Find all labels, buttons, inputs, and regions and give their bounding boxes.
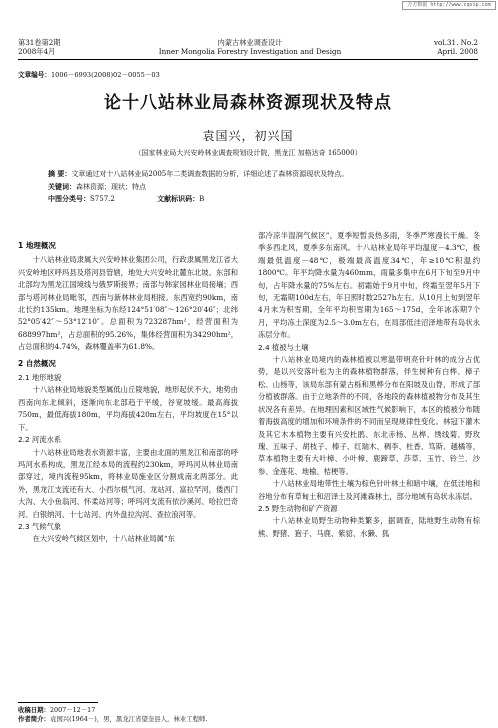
author-affiliation: （国家林业局大兴安岭林业调查规划设计院，黑龙江 加格达奇 165000） bbox=[134, 149, 362, 157]
keywords-label: 关键词： bbox=[48, 183, 76, 191]
section-heading: 1 地理概况 bbox=[18, 241, 56, 250]
subsection-heading: 2.4 植被与土壤 bbox=[258, 342, 309, 352]
clc-value: S757.2 bbox=[90, 195, 115, 203]
body-paragraph: 十八站林业局地带性土壤为棕色针叶林土和暗中壤，在低洼地和谷地分布有草甸土和沼泽土及河滩森林土，部分地域有岛状永冻层。 bbox=[258, 479, 480, 501]
article-number bbox=[18, 69, 160, 79]
classification bbox=[48, 195, 458, 204]
volume-issue-en: vol.31. No.2 bbox=[433, 38, 478, 47]
paper-title: 论十八站林业局森林资源现状及特点 bbox=[104, 93, 392, 113]
journal-name-en: Inner Mongolia Forestry Investigation and Design bbox=[158, 47, 342, 56]
body-column-right bbox=[258, 230, 480, 540]
subsection-heading: 2.3 气候气象 bbox=[18, 521, 62, 531]
body-paragraph: 部冷凉半湿润气候区”，夏季短暂炎热多雨，冬季严寒漫长干燥。冬季多西北风，夏季多东南风。十八站林业局年平均温度－4.3℃，极端最低温度－48℃，极端最高温度34℃，年≥10℃积温约1800℃。年平均降水量为460mm，雨量多集中在6月下旬至9月中旬，占年降水量的75%左右。初霜始于9月中旬，终霜至翌年5月下旬，无霜期100d左右，年日照时数2527h左右。从10月上旬到翌年4月末为积雪期，全年平均积雪期为165～175d，全年冰冻期7个月，平均冻土深度为2.5～3.0m左右，在局部低洼沼泽地带有岛状永冻层分布。 bbox=[258, 231, 480, 340]
publication-date: 2008年4月 bbox=[18, 47, 56, 56]
body-paragraph: 十八站林业局境内的森林植被以寒温带明亮针叶林的成分占优势，是以兴安落叶松为主的森林植物群落，伴生树种有白桦、樟子松、山杨等，该局东部有蒙古栎和黑桦分布在阳坡及山脊，形成了部分植被群落。由于立地条件的不同，各地段的森林植被物分布及其生状况各有差异。在地理因素和区域性气候影响下，本区的植被分布随着海拔高度的增加和环境条件的不同而呈现规律性变化。林冠下灌木及其它木本植物主要有兴安杜鹃、东北赤杨、丛桦、绣线菊、野玫瑰、五味子、胡枝子、榛子、红瑞木、稠李、杜香、笃斯、越橘等，草本植物主要有大叶樟、小叶樟、鹿蹄草、莎草、玉竹、铃兰、沙参、金莲花、地榆、桔梗等。 bbox=[258, 355, 480, 476]
article-number-value: 1006－6993(2008)02－0055－03 bbox=[50, 71, 160, 79]
keywords bbox=[48, 183, 458, 192]
journal-issue-header-en bbox=[434, 38, 478, 56]
body-paragraph: 十八站林业局野生动物种类繁多，据调查，陆地野生动物有棕熊、野猪、狍子、马鹿、紫貂、水獭、狐 bbox=[258, 516, 480, 538]
author-bio bbox=[18, 715, 207, 723]
subsection-heading: 2.2 河流水系 bbox=[18, 435, 62, 445]
author-bio-label: 作者简介： bbox=[18, 715, 50, 723]
footnote-divider bbox=[18, 702, 98, 703]
publication-date-en: April. 2008 bbox=[437, 47, 478, 56]
received-date bbox=[18, 706, 95, 714]
header-divider bbox=[18, 59, 478, 60]
watermark: 万方数据 http://www.cqvip.com bbox=[402, 1, 496, 10]
abstract-label: 摘 要： bbox=[48, 170, 72, 178]
received-value: 2007－12－17 bbox=[49, 706, 96, 714]
subsection-heading: 2.1 地形地貌 bbox=[18, 373, 62, 383]
body-paragraph: 在大兴安岭气候区划中，十八站林业局属“东 bbox=[32, 534, 175, 544]
abstract-text: 文章通过对十八站林业局2005年二类调查数据的分析，详细论述了森林资源现状及特点。 bbox=[71, 170, 349, 178]
author-bio-value: 袁国兴(1964－)，男，黑龙江省望奎县人，林业工程师. bbox=[49, 715, 208, 723]
keywords-text: 森林资源；现状；特点 bbox=[76, 183, 146, 191]
body-paragraph: 十八站林业局隶属大兴安岭林业集团公司，行政隶属黑龙江省大兴安岭地区呼玛县及塔河县管辖，地处大兴安岭北麓东北坡。东部和北部均为黑龙江国境线与俄罗斯接界；南部与韩家园林业局接壤；西部与塔河林业局毗邻，西南与新林林业局相接。东西宽约90km，南北长约135km。地理坐标为东经124°51′08″～126°20′46″；北纬52°05′42″～53°12′10″。总面积为723287hm²，经营面积为688997hm²，占总面积的95.26%，集体经营面积为34290hm²，占总面积的4.74%，森林覆盖率为61.8%。 bbox=[18, 255, 238, 352]
section-heading: 2 自然概况 bbox=[18, 358, 56, 368]
volume-issue: 第31卷第2期 bbox=[18, 38, 61, 47]
doc-code-label: 文献标识码： bbox=[157, 195, 200, 203]
subsection-heading: 2.5 野生动物和矿产资源 bbox=[258, 503, 338, 513]
abstract bbox=[48, 170, 458, 179]
body-column-left bbox=[18, 230, 238, 546]
body-paragraph: 十八站林业局地表水资源丰富，主要由北面的黑龙江和南部的呼玛河水系构成，黑龙江经本局的流程约230km，呼玛河从林业局南部穿过，境内流程95km，将林业局施业区分割成南北两部分。此外，黑龙江支流还有大、小西尔根气河、龙站河、富拉罕河，倭西门大沟、大小鱼翁河、怀柔站河等；呼玛河支流有依沙溪河、哈拉巴奇河、白银纳河、十七站河、内外盘拉沟河、查拉浪河等。 bbox=[18, 447, 238, 519]
doc-code-value: B bbox=[199, 195, 205, 203]
journal-issue-header bbox=[18, 38, 60, 56]
paper-authors: 袁国兴，初兴国 bbox=[202, 129, 294, 143]
body-paragraph: 十八站林业局地貌类型属低山丘陵地貌，地形起伏不大，地势由西南向东北倾斜，逐渐向东北部趋于平缓，谷宽坡缓。最高海拔750m，最低海拔180m，平均海拔420m左右，平均坡度在15°以下。 bbox=[18, 385, 238, 432]
received-label: 收稿日期： bbox=[18, 706, 50, 714]
clc-label: 中图分类号： bbox=[48, 195, 90, 203]
article-number-label: 文章编号： bbox=[18, 71, 51, 79]
journal-name-cn: 内蒙古林业调查设计 bbox=[217, 38, 283, 47]
journal-name-header bbox=[90, 38, 410, 56]
